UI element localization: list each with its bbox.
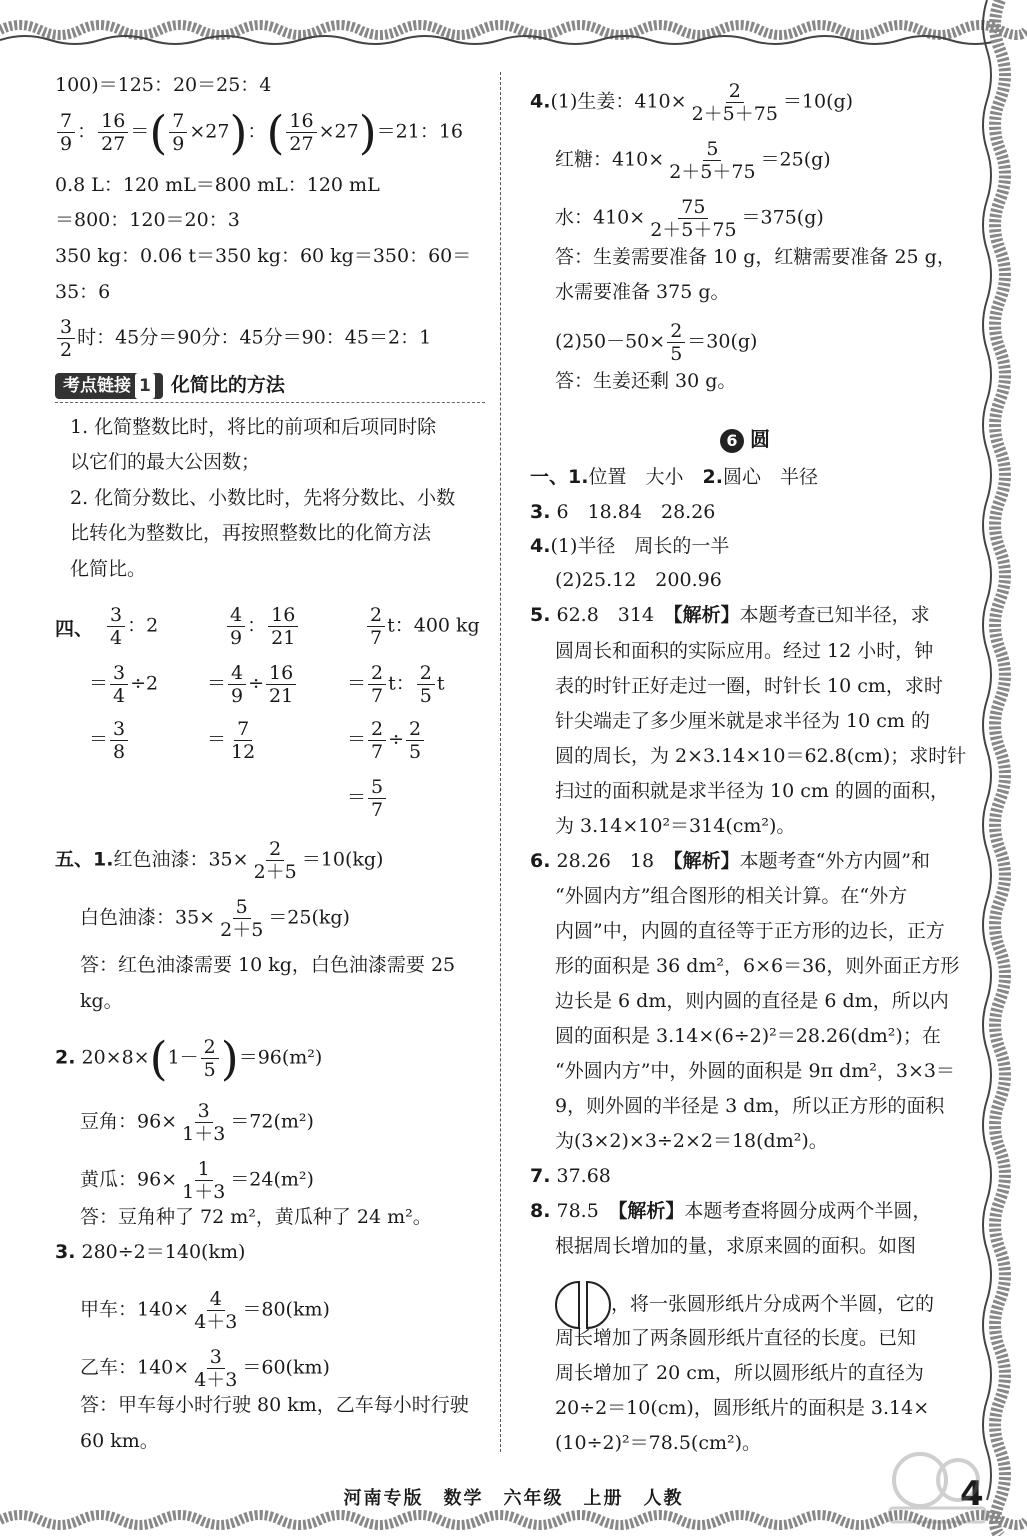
knowledge-link-underline: [55, 402, 485, 403]
ratio-line: 350 kg：0.06 t＝350 kg：60 kg＝350：60＝: [55, 245, 472, 267]
answer-line: 五、1.红色油漆：35× $\frac{2}{2+5}$ ＝10(kg): [55, 838, 384, 883]
answer-line: 边长是 6 dm，则内圆的直径是 6 dm，所以内: [555, 990, 949, 1012]
simplify-item: $\frac{3}{4}$ ：2: [105, 604, 158, 649]
knowledge-text: 比转化为整数比，再按照整数比的化简方法: [70, 522, 432, 544]
answer-line: 答：生姜需要准备 10 g，红糖需要准备 25 g，: [555, 246, 956, 268]
page-footer: 河南专版 数学 六年级 上册 人教: [343, 1488, 684, 1509]
answer-line: 扫过的面积就是求半径为 10 cm 的圆的面积，: [555, 780, 949, 802]
answer-line: 圆周长和面积的实际应用。经过 12 小时，钟: [555, 640, 934, 662]
answer-line: 6. 28.26 18 【解析】本题考查“外方内圆”和: [530, 850, 931, 872]
simplify-item: ＝ $\frac{2}{7}$ ÷ $\frac{2}{5}$: [347, 718, 426, 763]
answer-line: 60 km。: [80, 1430, 159, 1452]
answer-line: 答：生姜还剩 30 g。: [555, 370, 737, 392]
simplify-item: ＝ $\frac{2}{7}$ t： $\frac{2}{5}$ t: [347, 662, 445, 707]
knowledge-link-header: [55, 372, 285, 399]
answer-line: 答：豆角种了 72 m²，黄瓜种了 24 m²。: [80, 1206, 432, 1228]
answer-line: 表的时针正好走过一圈，时针长 10 cm，求时: [555, 675, 943, 697]
answer-line: 周长增加了两条圆形纸片直径的长度。已知: [555, 1327, 917, 1349]
answer-line: 红糖：410× $\frac{5}{2+5+75}$ ＝25(g): [555, 138, 831, 183]
answer-line: 3. 6 18.84 28.26: [530, 501, 716, 523]
answer-line: 20÷2＝10(cm)，圆形纸片的面积是 3.14×: [555, 1397, 930, 1419]
answer-line: 一、1.位置 大小 2.圆心 半径: [530, 466, 818, 488]
page-number: 4: [960, 1474, 984, 1514]
answer-line: 根据周长增加的量，求原来圆的面积。如图: [555, 1235, 917, 1257]
section-number-badge: 6: [720, 429, 744, 453]
simplify-item: $\frac{2}{7}$ t：400 kg: [365, 604, 480, 649]
answer-line: 4.(1)生姜：410× $\frac{2}{2+5+75}$ ＝10(g): [530, 80, 854, 125]
simplify-item: ＝ $\frac{4}{9}$ ÷ $\frac{16}{21}$: [207, 662, 298, 707]
simplify-item: ＝ $\frac{5}{7}$: [347, 776, 388, 821]
knowledge-text: 化简比。: [70, 558, 147, 580]
answer-line: 9，则外圆的半径是 3 dm，所以正方形的面积: [555, 1095, 945, 1117]
answer-line: 为 3.14×10²＝314(cm²)。: [555, 815, 796, 837]
answer-line: 水：410× $\frac{75}{2+5+75}$ ＝375(g): [555, 196, 824, 241]
simplify-item: ＝ $\frac{3}{4}$ ÷2: [89, 662, 159, 707]
answer-line: 乙车：140× $\frac{3}{4+3}$ ＝60(km): [80, 1346, 330, 1391]
answer-line: “外圆内方”中，外圆的面积是 9π dm²，3×3＝: [555, 1060, 955, 1082]
answer-line: 答：甲车每小时行驶 80 km，乙车每小时行驶: [80, 1394, 469, 1416]
knowledge-link-tag: 考点链接 1: [55, 373, 163, 399]
answer-line: 答：红色油漆需要 10 kg，白色油漆需要 25: [80, 954, 456, 976]
answer-line: 白色油漆：35× $\frac{5}{2+5}$ ＝25(kg): [80, 896, 350, 941]
simplify-item: ＝ $\frac{3}{8}$: [89, 718, 130, 763]
answer-line: (10÷2)²＝78.5(cm²)。: [555, 1432, 762, 1454]
answer-line: 豆角：96× $\frac{3}{1+3}$ ＝72(m²): [80, 1100, 314, 1145]
answer-line: 圆的面积是 3.14×(6÷2)²＝28.26(dm²)；在: [555, 1025, 941, 1047]
answer-line: 圆的周长，为 2×3.14×10＝62.8(cm)；求时针: [555, 745, 967, 767]
section-heading: [720, 426, 770, 453]
section-title: 圆: [750, 427, 771, 451]
answer-line: 为(3×2)×3÷2×2＝18(dm²)。: [555, 1130, 828, 1152]
answer-line: 5. 62.8 314 【解析】本题考查已知半径，求: [530, 604, 930, 626]
answer-line: 3. 280÷2＝140(km): [55, 1241, 246, 1263]
ratio-line: $\frac{3}{2}$ 时：45分＝90分：45分＝90：45＝2：1: [55, 316, 431, 361]
knowledge-text: 2. 化简分数比、小数比时，先将分数比、小数: [70, 487, 456, 509]
two-semicircles-icon: [555, 1280, 611, 1330]
answer-line: 2. 20×8×(1－ $\frac{2}{5}$ )＝96(m²): [55, 1031, 323, 1086]
answer-line: ，将一张圆形纸片分成两个半圆，它的: [555, 1280, 934, 1330]
answer-line: 甲车：140× $\frac{4}{4+3}$ ＝80(km): [80, 1288, 330, 1333]
answer-line: (2)50－50× $\frac{2}{5}$ ＝30(g): [555, 320, 758, 365]
simplify-item: ＝ $\frac{7}{12}$: [207, 718, 256, 763]
column-divider: [500, 72, 501, 1452]
knowledge-link-title: 化简比的方法: [170, 374, 285, 396]
decorative-right-border: [975, 0, 1027, 1536]
knowledge-text: 1. 化简整数比时，将比的前项和后项同时除: [70, 416, 437, 438]
ratio-line: ＝800：120＝20：3: [55, 209, 240, 231]
knowledge-text: 以它们的最大公因数；: [70, 451, 261, 473]
answer-line: 周长增加了 20 cm，所以圆形纸片的直径为: [555, 1362, 924, 1384]
section-four-label: 四、: [55, 618, 94, 640]
answer-line: 4.(1)半径 周长的一半: [530, 535, 730, 557]
answer-line: (2)25.12 200.96: [555, 569, 722, 591]
answer-line: 内圆”中，内圆的直径等于正方形的边长，正方: [555, 920, 945, 942]
answer-line: 针尖端走了多少厘米就是求半径为 10 cm 的: [555, 710, 930, 732]
watermark-logo-icon: [880, 1440, 990, 1530]
answer-line: kg。: [80, 990, 123, 1012]
answer-line: 7. 37.68: [530, 1165, 611, 1187]
ratio-line: 0.8 L：120 mL＝800 mL：120 mL: [55, 174, 380, 196]
simplify-item: $\frac{4}{9}$ ： $\frac{16}{21}$: [225, 604, 300, 649]
answer-line: 黄瓜：96× $\frac{1}{1+3}$ ＝24(m²): [80, 1158, 314, 1203]
answer-line: 水需要准备 375 g。: [555, 281, 730, 303]
ratio-line: $\frac{7}{9}$ ： $\frac{16}{27}$ ＝( $\frac{7}{9}$ ×27)：( $\frac{16}{27}$ ×27)＝21：16: [55, 110, 463, 155]
decorative-top-border: [0, 0, 1027, 60]
answer-line: 形的面积是 36 dm²，6×6＝36，则外面正方形: [555, 955, 960, 977]
ratio-line: 35：6: [55, 281, 111, 303]
answer-line: “外圆内方”组合图形的相关计算。在“外方: [555, 885, 908, 907]
answer-line: 8. 78.5 【解析】本题考查将圆分成两个半圆，: [530, 1200, 932, 1222]
ratio-line: 100)＝125：20＝25：4: [55, 74, 272, 96]
